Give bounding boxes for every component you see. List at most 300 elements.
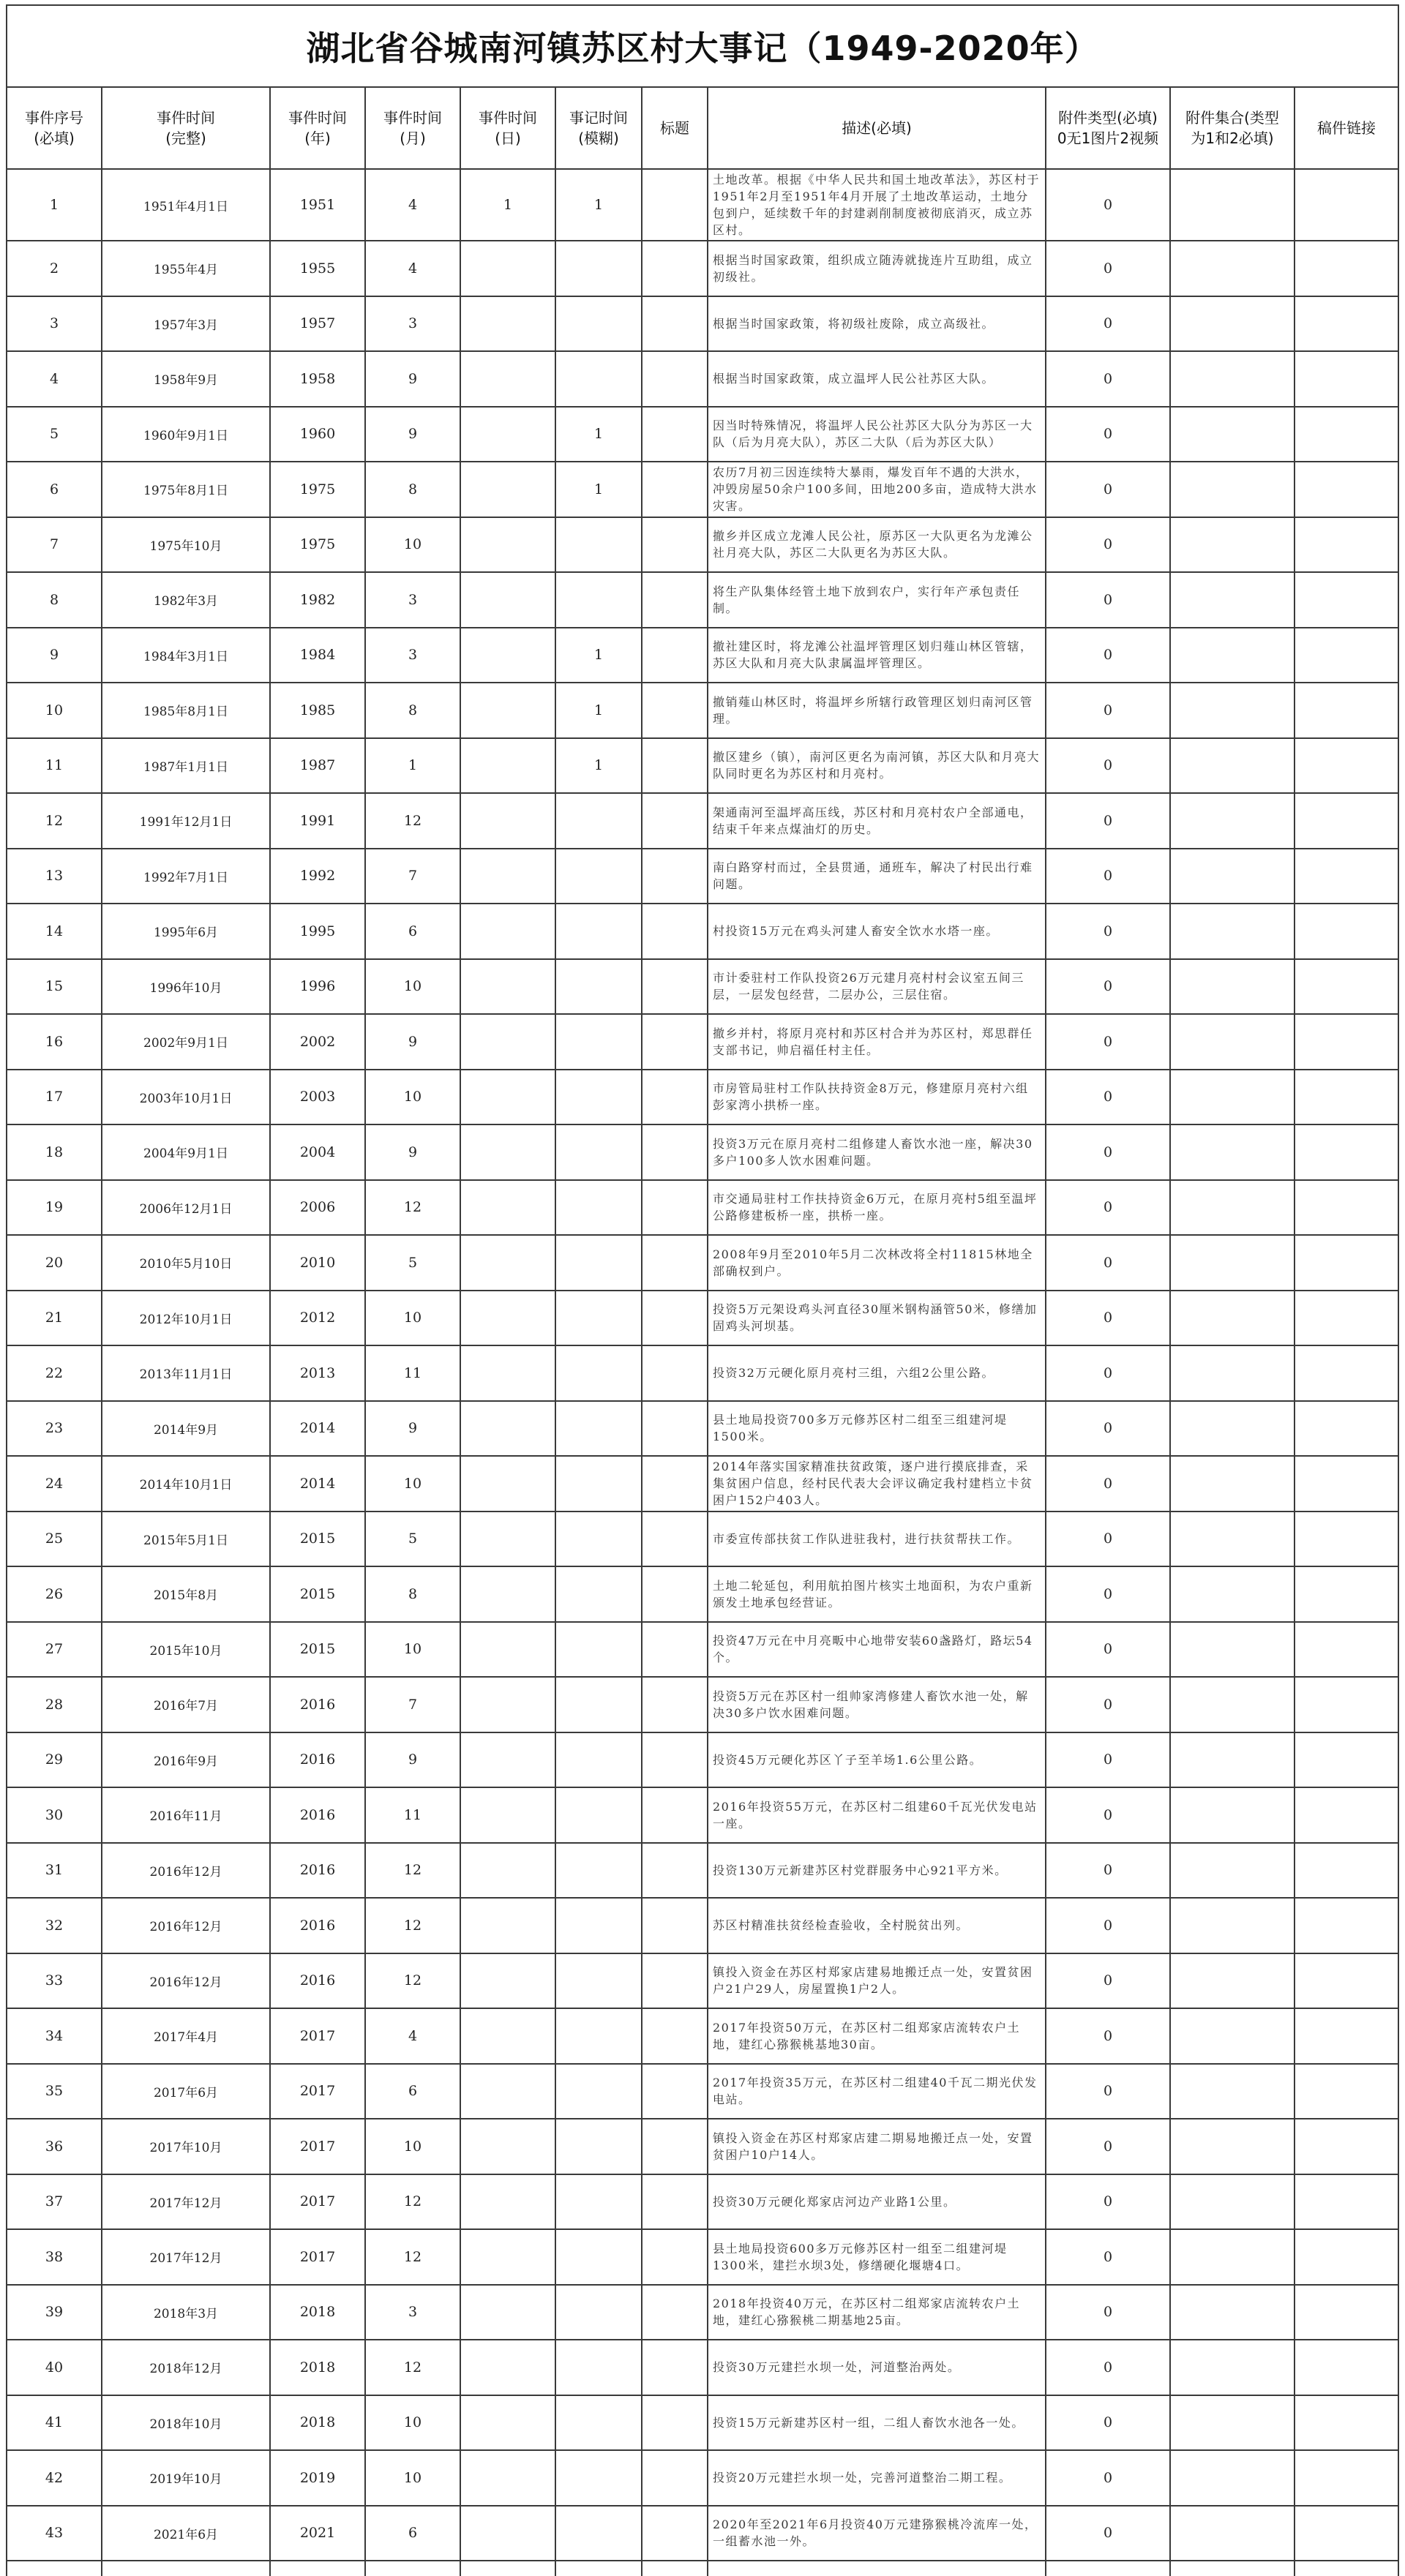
event-title-cell xyxy=(642,2450,708,2506)
attachment-set-cell xyxy=(1170,241,1295,296)
attachment-set-cell xyxy=(1170,462,1295,517)
article-link-cell xyxy=(1295,2229,1398,2285)
event-description-cell: 投资45万元硬化苏区丫子至羊场1.6公里公路。 xyxy=(708,1732,1046,1788)
event-year-cell: 1975 xyxy=(270,462,365,517)
event-number-cell: 30 xyxy=(7,1787,102,1843)
header-cell: 事件时间 (完整) xyxy=(102,87,270,169)
event-description-cell: 投资30万元硬化郑家店河边产业路1公里。 xyxy=(708,2174,1046,2230)
event-month-cell: 10 xyxy=(365,1291,460,1346)
event-day-cell xyxy=(460,904,555,959)
event-number-cell: 8 xyxy=(7,572,102,628)
event-fuzzy-cell xyxy=(555,1235,642,1291)
article-link-cell xyxy=(1295,1677,1398,1732)
table-row xyxy=(7,904,1398,959)
attachment-set-cell xyxy=(1170,1456,1295,1512)
event-fuzzy-cell: 1 xyxy=(555,683,642,738)
event-number-cell: 37 xyxy=(7,2174,102,2230)
article-link-cell xyxy=(1295,2340,1398,2395)
event-title-cell xyxy=(642,1512,708,1567)
event-year-cell: 2015 xyxy=(270,1566,365,1622)
event-month-cell: 12 xyxy=(365,1843,460,1899)
table-row xyxy=(7,1345,1398,1401)
article-link-cell xyxy=(1295,1898,1398,1953)
event-day-cell: 1 xyxy=(460,169,555,241)
event-title-cell xyxy=(642,2174,708,2230)
event-date-cell: 2016年11月 xyxy=(102,1787,270,1843)
table-row xyxy=(7,683,1398,738)
event-fuzzy-cell xyxy=(555,2174,642,2230)
event-month-cell: 10 xyxy=(365,2395,460,2451)
table-row xyxy=(7,1677,1398,1732)
article-link-cell xyxy=(1295,2450,1398,2506)
table-row xyxy=(7,959,1398,1015)
event-fuzzy-cell xyxy=(555,241,642,296)
event-month-cell: 5 xyxy=(365,1235,460,1291)
event-year-cell: 2016 xyxy=(270,1677,365,1732)
page-title: 湖北省谷城南河镇苏区村大事记（1949-2020年） xyxy=(7,5,1398,87)
event-description-cell: 投资5万元架设鸡头河直径30厘米钢构涵管50米，修缮加固鸡头河坝基。 xyxy=(708,1291,1046,1346)
event-number-cell: 10 xyxy=(7,683,102,738)
attachment-set-cell xyxy=(1170,1953,1295,2009)
table-row xyxy=(7,2229,1398,2285)
attachment-type-cell: 0 xyxy=(1046,462,1170,517)
event-day-cell xyxy=(460,959,555,1015)
event-year-cell: 2018 xyxy=(270,2285,365,2340)
table-row xyxy=(7,1014,1398,1070)
article-link-cell xyxy=(1295,1180,1398,1236)
event-fuzzy-cell: 1 xyxy=(555,738,642,794)
event-month-cell: 11 xyxy=(365,1787,460,1843)
event-description-cell: 投资20万元建拦水坝一处，完善河道整治二期工程。 xyxy=(708,2450,1046,2506)
events-table xyxy=(6,4,1399,2576)
event-fuzzy-cell: 1 xyxy=(555,407,642,462)
event-month-cell: 3 xyxy=(365,2285,460,2340)
event-number-cell: 7 xyxy=(7,517,102,573)
blank-cell xyxy=(1046,2561,1170,2576)
event-description-cell: 市交通局驻村工作扶持资金6万元，在原月亮村5组至温坪公路修建板桥一座，拱桥一座。 xyxy=(708,1180,1046,1236)
event-title-cell xyxy=(642,2506,708,2561)
attachment-type-cell: 0 xyxy=(1046,2064,1170,2119)
event-number-cell: 43 xyxy=(7,2506,102,2561)
event-title-cell xyxy=(642,241,708,296)
article-link-cell xyxy=(1295,572,1398,628)
blank-cell xyxy=(270,2561,365,2576)
table-row xyxy=(7,296,1398,352)
event-title-cell xyxy=(642,2064,708,2119)
attachment-type-cell: 0 xyxy=(1046,2119,1170,2174)
blank-cell xyxy=(555,2561,642,2576)
event-month-cell: 3 xyxy=(365,572,460,628)
event-year-cell: 2016 xyxy=(270,1732,365,1788)
event-title-cell xyxy=(642,2008,708,2064)
event-number-cell: 1 xyxy=(7,169,102,241)
table-row xyxy=(7,1732,1398,1788)
event-number-cell: 15 xyxy=(7,959,102,1015)
attachment-type-cell: 0 xyxy=(1046,959,1170,1015)
event-year-cell: 1996 xyxy=(270,959,365,1015)
attachment-set-cell xyxy=(1170,959,1295,1015)
header-cell: 标题 xyxy=(642,87,708,169)
event-day-cell xyxy=(460,2229,555,2285)
attachment-type-cell: 0 xyxy=(1046,1677,1170,1732)
table-row xyxy=(7,2450,1398,2506)
event-day-cell xyxy=(460,2285,555,2340)
attachment-type-cell: 0 xyxy=(1046,169,1170,241)
event-year-cell: 2012 xyxy=(270,1291,365,1346)
blank-cell xyxy=(102,2561,270,2576)
event-date-cell: 1985年8月1日 xyxy=(102,683,270,738)
event-fuzzy-cell xyxy=(555,2506,642,2561)
event-fuzzy-cell xyxy=(555,1843,642,1899)
event-year-cell: 1985 xyxy=(270,683,365,738)
attachment-set-cell xyxy=(1170,1843,1295,1899)
event-date-cell: 2017年6月 xyxy=(102,2064,270,2119)
table-row xyxy=(7,2340,1398,2395)
event-fuzzy-cell xyxy=(555,1677,642,1732)
event-description-cell: 土地二轮延包，利用航拍图片核实土地面积，为农户重新颁发土地承包经营证。 xyxy=(708,1566,1046,1622)
event-number-cell: 32 xyxy=(7,1898,102,1953)
event-fuzzy-cell xyxy=(555,1953,642,2009)
event-title-cell xyxy=(642,904,708,959)
attachment-set-cell xyxy=(1170,1180,1295,1236)
attachment-set-cell xyxy=(1170,1401,1295,1457)
table-row xyxy=(7,1180,1398,1236)
event-fuzzy-cell xyxy=(555,793,642,849)
table-row xyxy=(7,572,1398,628)
attachment-set-cell xyxy=(1170,2064,1295,2119)
event-month-cell: 6 xyxy=(365,2506,460,2561)
event-description-cell: 2020年至2021年6月投资40万元建猕猴桃冷流库一处，一组蓄水池一外。 xyxy=(708,2506,1046,2561)
event-month-cell: 3 xyxy=(365,628,460,683)
event-day-cell xyxy=(460,2064,555,2119)
event-description-cell: 县土地局投资600多万元修苏区村一组至二组建河堤1300米，建拦水坝3处，修缮硬化堰塘4口。 xyxy=(708,2229,1046,2285)
event-description-cell: 2017年投资50万元，在苏区村二组郑家店流转农户土地，建红心猕猴桃基地30亩。 xyxy=(708,2008,1046,2064)
event-day-cell xyxy=(460,1014,555,1070)
article-link-cell xyxy=(1295,849,1398,904)
event-fuzzy-cell xyxy=(555,2340,642,2395)
event-title-cell xyxy=(642,1124,708,1180)
article-link-cell xyxy=(1295,462,1398,517)
event-fuzzy-cell xyxy=(555,1787,642,1843)
event-date-cell: 2012年10月1日 xyxy=(102,1291,270,1346)
event-day-cell xyxy=(460,296,555,352)
event-day-cell xyxy=(460,462,555,517)
table-row xyxy=(7,1070,1398,1125)
event-date-cell: 2006年12月1日 xyxy=(102,1180,270,1236)
attachment-type-cell: 0 xyxy=(1046,1843,1170,1899)
header-cell: 稿件链接 xyxy=(1295,87,1398,169)
event-year-cell: 1975 xyxy=(270,517,365,573)
event-title-cell xyxy=(642,2229,708,2285)
event-month-cell: 10 xyxy=(365,959,460,1015)
event-fuzzy-cell xyxy=(555,1345,642,1401)
event-month-cell: 10 xyxy=(365,1622,460,1678)
event-fuzzy-cell: 1 xyxy=(555,462,642,517)
event-fuzzy-cell xyxy=(555,1622,642,1678)
event-date-cell: 2015年5月1日 xyxy=(102,1512,270,1567)
header-row xyxy=(7,87,1398,169)
event-date-cell: 1991年12月1日 xyxy=(102,793,270,849)
event-description-cell: 县土地局投资700多万元修苏区村二组至三组建河堤1500米。 xyxy=(708,1401,1046,1457)
event-day-cell xyxy=(460,1512,555,1567)
event-number-cell: 2 xyxy=(7,241,102,296)
event-description-cell: 将生产队集体经管土地下放到农户，实行年产承包责任制。 xyxy=(708,572,1046,628)
event-title-cell xyxy=(642,1235,708,1291)
article-link-cell xyxy=(1295,628,1398,683)
article-link-cell xyxy=(1295,2119,1398,2174)
event-title-cell xyxy=(642,1291,708,1346)
event-day-cell xyxy=(460,1953,555,2009)
attachment-type-cell: 0 xyxy=(1046,296,1170,352)
event-description-cell: 投资5万元在苏区村一组帅家湾修建人畜饮水池一处，解决30多户饮水困难问题。 xyxy=(708,1677,1046,1732)
table-row xyxy=(7,2395,1398,2451)
event-title-cell xyxy=(642,2395,708,2451)
event-date-cell: 2016年12月 xyxy=(102,1843,270,1899)
event-month-cell: 1 xyxy=(365,738,460,794)
event-year-cell: 1987 xyxy=(270,738,365,794)
event-title-cell xyxy=(642,1401,708,1457)
attachment-set-cell xyxy=(1170,296,1295,352)
event-date-cell: 1958年9月 xyxy=(102,351,270,407)
attachment-set-cell xyxy=(1170,351,1295,407)
event-number-cell: 11 xyxy=(7,738,102,794)
event-year-cell: 2010 xyxy=(270,1235,365,1291)
event-fuzzy-cell xyxy=(555,572,642,628)
event-title-cell xyxy=(642,169,708,241)
table-row xyxy=(7,2174,1398,2230)
event-title-cell xyxy=(642,1953,708,2009)
event-month-cell: 9 xyxy=(365,1124,460,1180)
event-year-cell: 1955 xyxy=(270,241,365,296)
event-day-cell xyxy=(460,1898,555,1953)
article-link-cell xyxy=(1295,904,1398,959)
event-number-cell: 17 xyxy=(7,1070,102,1125)
article-link-cell xyxy=(1295,1512,1398,1567)
table-row xyxy=(7,849,1398,904)
event-date-cell: 1957年3月 xyxy=(102,296,270,352)
attachment-type-cell: 0 xyxy=(1046,572,1170,628)
event-number-cell: 21 xyxy=(7,1291,102,1346)
event-date-cell: 1995年6月 xyxy=(102,904,270,959)
event-year-cell: 2019 xyxy=(270,2450,365,2506)
article-link-cell xyxy=(1295,1014,1398,1070)
event-month-cell: 12 xyxy=(365,2340,460,2395)
event-date-cell: 2017年10月 xyxy=(102,2119,270,2174)
event-description-cell: 南白路穿村而过，全县贯通，通班车，解决了村民出行难问题。 xyxy=(708,849,1046,904)
event-description-cell: 投资3万元在原月亮村二组修建人畜饮水池一座，解决30多户100多人饮水困难问题。 xyxy=(708,1124,1046,1180)
event-number-cell: 36 xyxy=(7,2119,102,2174)
event-date-cell: 2016年7月 xyxy=(102,1677,270,1732)
table-row xyxy=(7,793,1398,849)
event-date-cell: 2016年9月 xyxy=(102,1732,270,1788)
event-fuzzy-cell xyxy=(555,849,642,904)
article-link-cell xyxy=(1295,959,1398,1015)
blank-cell xyxy=(1295,2561,1398,2576)
event-fuzzy-cell xyxy=(555,1070,642,1125)
blank-cell xyxy=(1170,2561,1295,2576)
event-year-cell: 1982 xyxy=(270,572,365,628)
event-number-cell: 29 xyxy=(7,1732,102,1788)
event-month-cell: 4 xyxy=(365,241,460,296)
table-row xyxy=(7,1512,1398,1567)
event-year-cell: 2016 xyxy=(270,1787,365,1843)
event-month-cell: 9 xyxy=(365,407,460,462)
blank-cell xyxy=(7,2561,102,2576)
event-description-cell: 撤乡并村，将原月亮村和苏区村合并为苏区村，郑思群任支部书记，帅启福任村主任。 xyxy=(708,1014,1046,1070)
event-title-cell xyxy=(642,738,708,794)
event-date-cell: 1960年9月1日 xyxy=(102,407,270,462)
attachment-type-cell: 0 xyxy=(1046,2008,1170,2064)
event-date-cell: 1996年10月 xyxy=(102,959,270,1015)
event-date-cell: 2017年12月 xyxy=(102,2174,270,2230)
event-number-cell: 26 xyxy=(7,1566,102,1622)
event-title-cell xyxy=(642,849,708,904)
event-number-cell: 27 xyxy=(7,1622,102,1678)
attachment-set-cell xyxy=(1170,738,1295,794)
event-number-cell: 25 xyxy=(7,1512,102,1567)
document-sheet xyxy=(6,4,1398,2549)
event-day-cell xyxy=(460,241,555,296)
event-fuzzy-cell xyxy=(555,351,642,407)
event-year-cell: 2013 xyxy=(270,1345,365,1401)
event-title-cell xyxy=(642,572,708,628)
event-year-cell: 1992 xyxy=(270,849,365,904)
event-date-cell: 2016年12月 xyxy=(102,1898,270,1953)
event-title-cell xyxy=(642,683,708,738)
event-description-cell: 根据当时国家政策，成立温坪人民公社苏区大队。 xyxy=(708,351,1046,407)
event-year-cell: 1984 xyxy=(270,628,365,683)
event-month-cell: 10 xyxy=(365,1070,460,1125)
attachment-type-cell: 0 xyxy=(1046,1235,1170,1291)
table-row xyxy=(7,1898,1398,1953)
attachment-set-cell xyxy=(1170,1014,1295,1070)
event-fuzzy-cell xyxy=(555,1124,642,1180)
table-row xyxy=(7,517,1398,573)
attachment-type-cell: 0 xyxy=(1046,793,1170,849)
attachment-set-cell xyxy=(1170,2174,1295,2230)
event-day-cell xyxy=(460,683,555,738)
event-fuzzy-cell xyxy=(555,2285,642,2340)
event-title-cell xyxy=(642,1622,708,1678)
event-description-cell: 撤乡并区成立龙滩人民公社，原苏区一大队更名为龙滩公社月亮大队，苏区二大队更名为苏区大队。 xyxy=(708,517,1046,573)
event-year-cell: 2004 xyxy=(270,1124,365,1180)
event-title-cell xyxy=(642,1180,708,1236)
event-year-cell: 1960 xyxy=(270,407,365,462)
header-cell: 描述(必填) xyxy=(708,87,1046,169)
event-title-cell xyxy=(642,1787,708,1843)
title-row xyxy=(7,5,1398,87)
event-description-cell: 土地改革。根据《中华人民共和国土地改革法》，苏区村于1951年2月至1951年4月开展了土地改革运动，土地分包到户，延续数千年的封建剥削制度被彻底消灭，成立苏区村。 xyxy=(708,169,1046,241)
event-day-cell xyxy=(460,1677,555,1732)
article-link-cell xyxy=(1295,1843,1398,1899)
article-link-cell xyxy=(1295,407,1398,462)
event-day-cell xyxy=(460,1843,555,1899)
table-row xyxy=(7,2506,1398,2561)
attachment-type-cell: 0 xyxy=(1046,241,1170,296)
event-number-cell: 12 xyxy=(7,793,102,849)
event-number-cell: 35 xyxy=(7,2064,102,2119)
event-day-cell xyxy=(460,1787,555,1843)
event-number-cell: 4 xyxy=(7,351,102,407)
event-title-cell xyxy=(642,1014,708,1070)
event-fuzzy-cell: 1 xyxy=(555,169,642,241)
event-month-cell: 6 xyxy=(365,2064,460,2119)
attachment-set-cell xyxy=(1170,572,1295,628)
event-title-cell xyxy=(642,793,708,849)
attachment-type-cell: 0 xyxy=(1046,1180,1170,1236)
event-month-cell: 4 xyxy=(365,169,460,241)
attachment-type-cell: 0 xyxy=(1046,1345,1170,1401)
attachment-set-cell xyxy=(1170,2008,1295,2064)
event-fuzzy-cell xyxy=(555,517,642,573)
event-year-cell: 1995 xyxy=(270,904,365,959)
article-link-cell xyxy=(1295,1124,1398,1180)
event-day-cell xyxy=(460,1732,555,1788)
event-description-cell: 2017年投资35万元，在苏区村二组建40千瓦二期光伏发电站。 xyxy=(708,2064,1046,2119)
event-day-cell xyxy=(460,1124,555,1180)
article-link-cell xyxy=(1295,738,1398,794)
event-fuzzy-cell xyxy=(555,2119,642,2174)
table-row xyxy=(7,407,1398,462)
table-row xyxy=(7,462,1398,517)
attachment-set-cell xyxy=(1170,1787,1295,1843)
event-number-cell: 18 xyxy=(7,1124,102,1180)
event-date-cell: 2019年10月 xyxy=(102,2450,270,2506)
attachment-set-cell xyxy=(1170,1677,1295,1732)
table-row xyxy=(7,1843,1398,1899)
event-year-cell: 2015 xyxy=(270,1512,365,1567)
article-link-cell xyxy=(1295,1622,1398,1678)
event-description-cell: 投资15万元新建苏区村一组，二组人畜饮水池各一处。 xyxy=(708,2395,1046,2451)
event-description-cell: 投资32万元硬化原月亮村三组，六组2公里公路。 xyxy=(708,1345,1046,1401)
event-title-cell xyxy=(642,462,708,517)
attachment-type-cell: 0 xyxy=(1046,2229,1170,2285)
event-month-cell: 12 xyxy=(365,2229,460,2285)
article-link-cell xyxy=(1295,351,1398,407)
event-description-cell: 投资47万元在中月亮畈中心地带安装60盏路灯，路坛54个。 xyxy=(708,1622,1046,1678)
event-title-cell xyxy=(642,628,708,683)
attachment-type-cell: 0 xyxy=(1046,2340,1170,2395)
attachment-set-cell xyxy=(1170,1512,1295,1567)
event-title-cell xyxy=(642,1345,708,1401)
blank-cell xyxy=(642,2561,708,2576)
event-day-cell xyxy=(460,351,555,407)
event-date-cell: 2016年12月 xyxy=(102,1953,270,2009)
article-link-cell xyxy=(1295,169,1398,241)
event-day-cell xyxy=(460,2450,555,2506)
event-date-cell: 1975年10月 xyxy=(102,517,270,573)
event-fuzzy-cell xyxy=(555,1566,642,1622)
table-row xyxy=(7,1401,1398,1457)
event-number-cell: 23 xyxy=(7,1401,102,1457)
event-fuzzy-cell xyxy=(555,2064,642,2119)
event-date-cell: 2017年4月 xyxy=(102,2008,270,2064)
event-number-cell: 16 xyxy=(7,1014,102,1070)
attachment-type-cell: 0 xyxy=(1046,1124,1170,1180)
event-description-cell: 2016年投资55万元，在苏区村二组建60千瓦光伏发电站一座。 xyxy=(708,1787,1046,1843)
event-year-cell: 2017 xyxy=(270,2229,365,2285)
event-description-cell: 撤区建乡（镇），南河区更名为南河镇，苏区大队和月亮大队同时更名为苏区村和月亮村。 xyxy=(708,738,1046,794)
event-date-cell: 1955年4月 xyxy=(102,241,270,296)
event-day-cell xyxy=(460,1622,555,1678)
attachment-set-cell xyxy=(1170,1235,1295,1291)
attachment-type-cell: 0 xyxy=(1046,2285,1170,2340)
attachment-type-cell: 0 xyxy=(1046,1014,1170,1070)
event-day-cell xyxy=(460,628,555,683)
attachment-set-cell xyxy=(1170,1291,1295,1346)
table-row xyxy=(7,2285,1398,2340)
event-title-cell xyxy=(642,2119,708,2174)
